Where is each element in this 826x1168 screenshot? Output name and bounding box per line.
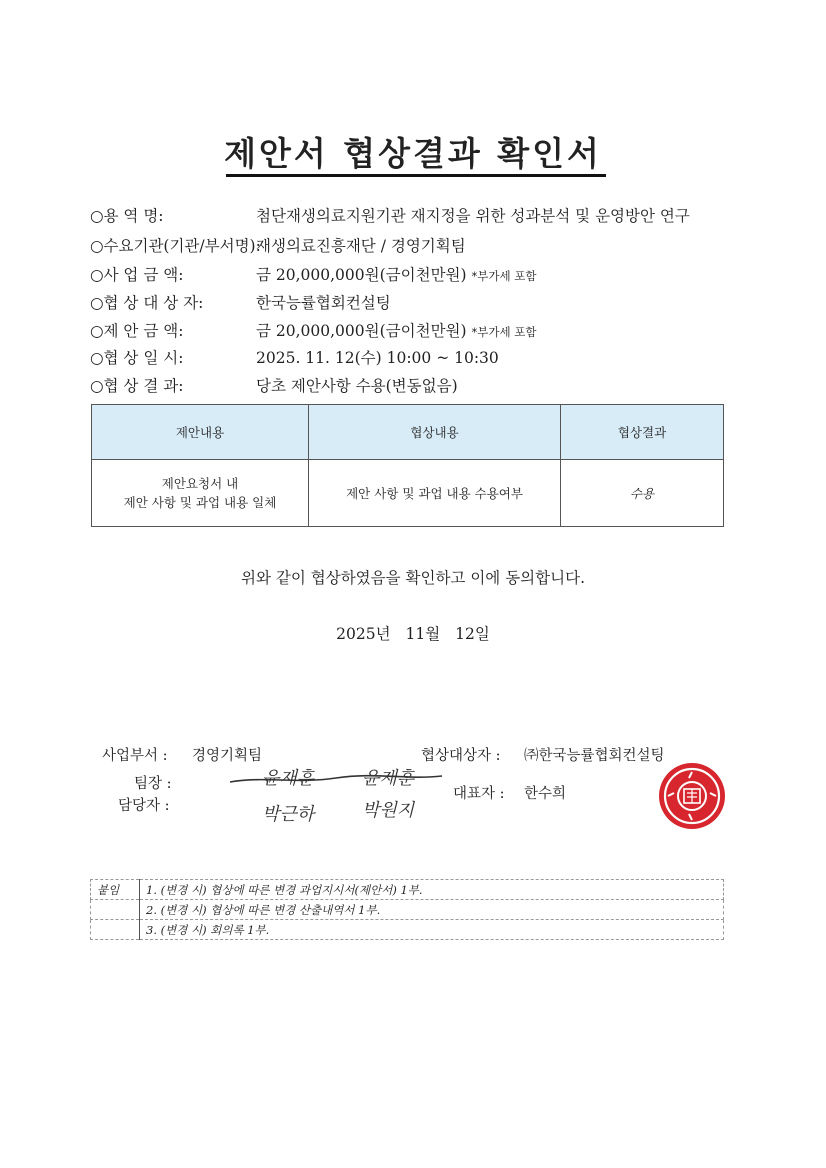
table-header-row bbox=[92, 405, 724, 460]
attachments-label-empty bbox=[91, 920, 140, 940]
dept-label: 사업부서 : bbox=[102, 748, 168, 764]
manager-signature: 박근하 bbox=[262, 804, 315, 825]
attachment-item: 1. (변경 시) 협상에 따른 변경 과업지시서(제안서) 1부. bbox=[140, 880, 724, 900]
manager-signature-2: 박원지 bbox=[362, 800, 415, 821]
attachment-item: 3. (변경 시) 회의록 1부. bbox=[140, 920, 724, 940]
info-value: 금 20,000,000원(금이천만원) bbox=[256, 322, 467, 340]
info-row-budget bbox=[90, 263, 750, 285]
header-result: 협상결과 bbox=[561, 405, 724, 460]
header-negotiation: 협상내용 bbox=[309, 405, 561, 460]
info-row-party bbox=[90, 291, 750, 313]
cell-negotiation: 제안 사항 및 과업 내용 수용여부 bbox=[309, 460, 561, 527]
cell-proposal bbox=[92, 460, 309, 527]
document-title: 제안서 협상결과 확인서 bbox=[224, 134, 602, 173]
negotiation-table bbox=[91, 404, 724, 527]
info-note: *부가세 포함 bbox=[471, 269, 537, 283]
attachment-row bbox=[91, 920, 724, 940]
info-row-datetime bbox=[90, 346, 750, 368]
attachments-label-empty bbox=[91, 900, 140, 920]
rep-label: 대표자 : bbox=[453, 786, 505, 802]
table-row bbox=[92, 460, 724, 527]
attachment-item: 2. (변경 시) 협상에 따른 변경 산출내역서 1부. bbox=[140, 900, 724, 920]
info-label: ○협 상 결 과: bbox=[90, 377, 184, 395]
info-value: 첨단재생의료지원기관 재지정을 위한 성과분석 및 운영방안 연구 bbox=[256, 207, 690, 225]
info-label: ○수요기관(기관/부서명): bbox=[90, 237, 261, 255]
attachments-table bbox=[90, 879, 724, 940]
team-lead-label: 팀장 : bbox=[134, 776, 172, 792]
info-label: ○협 상 대 상 자: bbox=[90, 294, 204, 312]
info-value: 2025. 11. 12(수) 10:00 ~ 10:30 bbox=[256, 349, 499, 367]
company-seal-icon bbox=[656, 760, 728, 832]
info-row-service bbox=[90, 204, 750, 226]
info-label: ○사 업 금 액: bbox=[90, 266, 184, 284]
document-date: 2025년 11월 12일 bbox=[336, 625, 490, 643]
attachment-row bbox=[91, 900, 724, 920]
info-value: 당초 제안사항 수용(변동없음) bbox=[256, 377, 458, 395]
rep-value: 한수희 bbox=[524, 786, 567, 802]
info-note: *부가세 포함 bbox=[471, 325, 537, 339]
dept-value: 경영기획팀 bbox=[192, 748, 263, 764]
info-value: 금 20,000,000원(금이천만원) bbox=[256, 266, 467, 284]
cell-proposal-line2: 제안 사항 및 과업 내용 일체 bbox=[123, 495, 277, 510]
info-label: ○제 안 금 액: bbox=[90, 322, 184, 340]
cell-result: 수용 bbox=[561, 460, 724, 527]
title-underline bbox=[226, 174, 606, 177]
header-proposal: 제안내용 bbox=[92, 405, 309, 460]
party-label: 협상대상자 : bbox=[421, 748, 501, 764]
info-value: 한국능률협회컨설팅 bbox=[256, 294, 391, 312]
info-value: 재생의료진흥재단 / 경영기획팀 bbox=[256, 237, 466, 255]
confirmation-text: 위와 같이 협상하였음을 확인하고 이에 동의합니다. bbox=[241, 569, 585, 587]
info-row-client bbox=[90, 234, 750, 256]
attachment-row bbox=[91, 880, 724, 900]
team-lead-signature: 윤재훈 bbox=[262, 768, 315, 789]
info-row-result bbox=[90, 374, 750, 396]
attachments-label: 붙임 bbox=[91, 880, 140, 900]
manager-label: 담당자 : bbox=[118, 798, 170, 814]
cell-proposal-line1: 제안요청서 내 bbox=[161, 476, 239, 491]
info-label: ○협 상 일 시: bbox=[90, 349, 184, 367]
info-row-proposal-amount bbox=[90, 319, 750, 341]
party-value: ㈜한국능률협회컨설팅 bbox=[524, 748, 665, 764]
team-lead-signature-2: 윤재훈 bbox=[362, 768, 415, 789]
info-label: ○용 역 명: bbox=[90, 207, 164, 225]
signature-stroke-icon bbox=[226, 770, 446, 790]
